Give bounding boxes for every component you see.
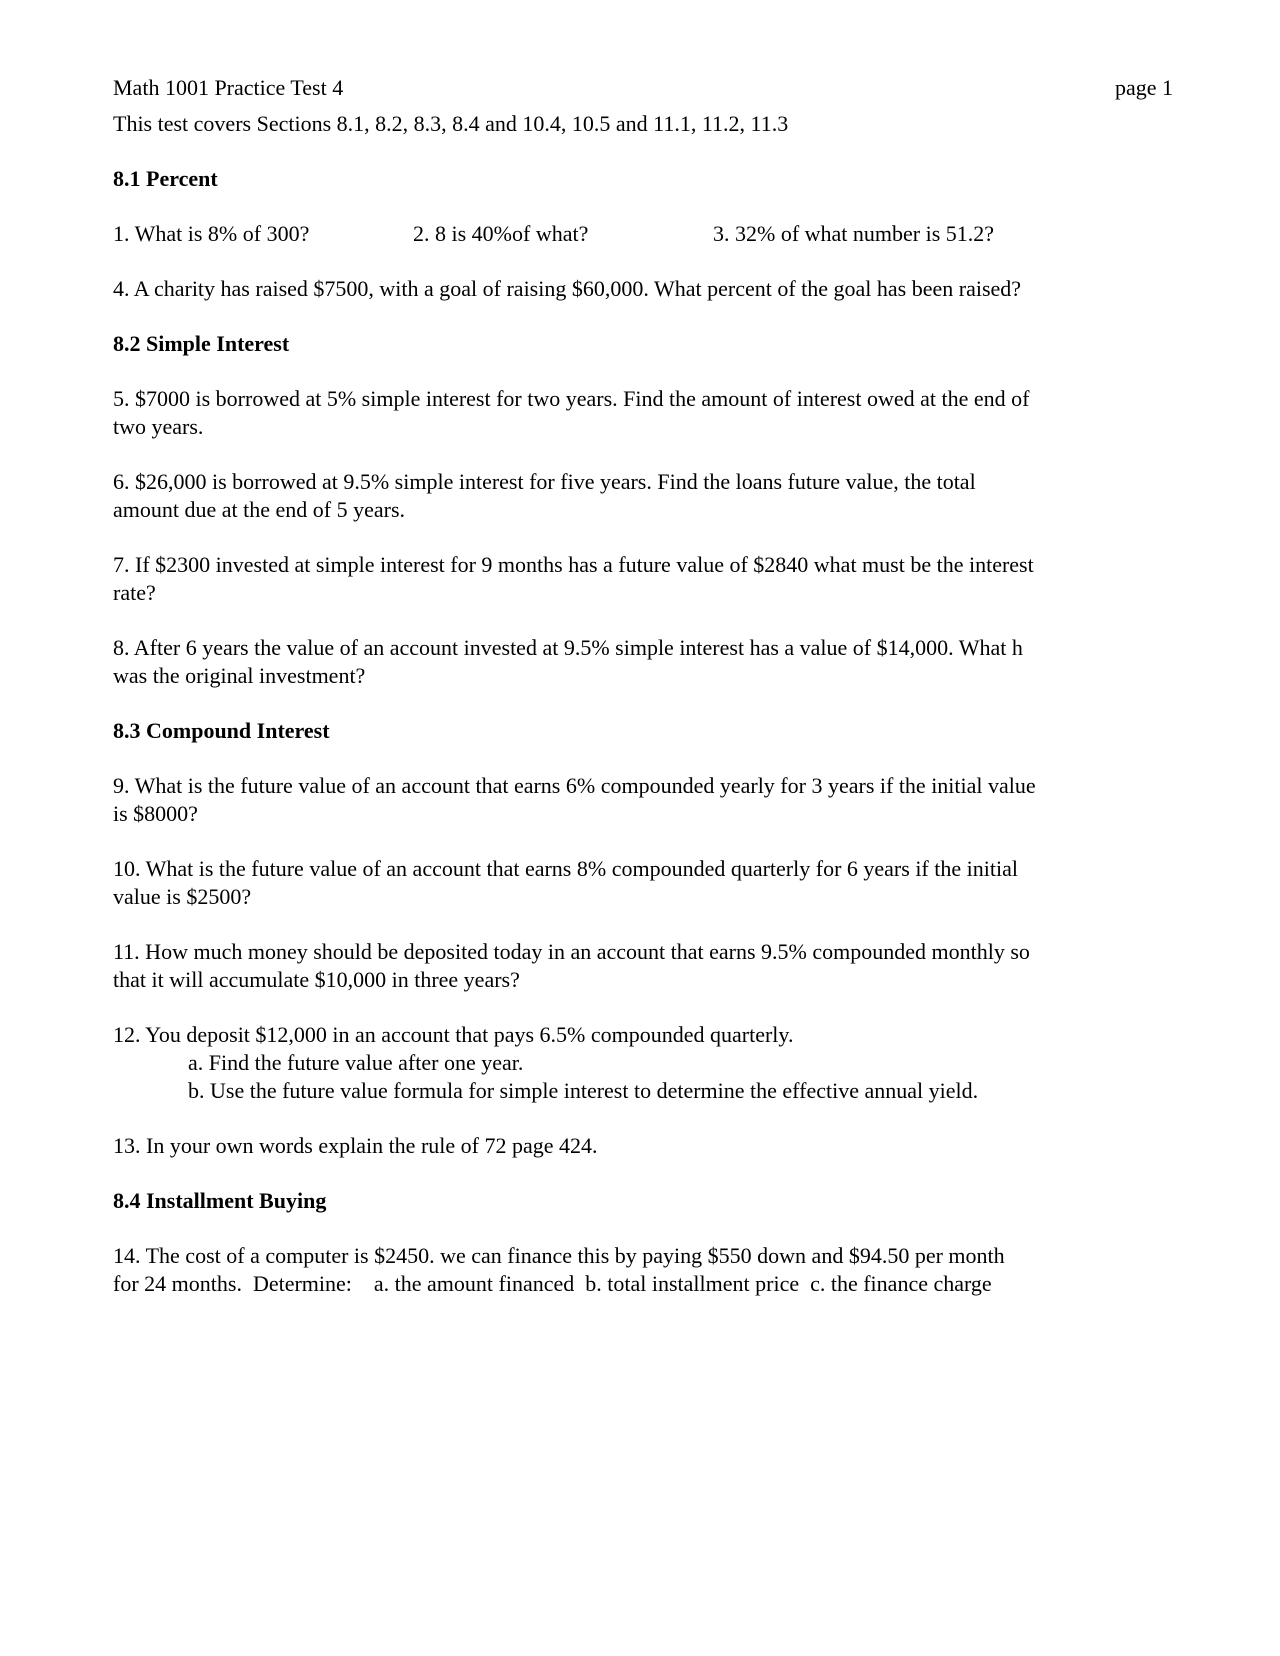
question-13: 13. In your own words explain the rule of 72 page 424. [113,1133,598,1158]
question-4: 4. A charity has raised $7500, with a goal of raising $60,000. What percent of the goal has been raised? [113,276,1022,301]
question-10-line-2: value is $2500? [113,884,252,909]
question-1: 1. What is 8% of 300? [113,221,310,246]
question-row-1-3 [113,220,1173,248]
coverage-note: This test covers Sections 8.1, 8.2, 8.3, 8.4 and 10.4, 10.5 and 11.1, 11.2, 11.3 [113,111,789,136]
question-11-line-2: that it will accumulate $10,000 in three years? [113,967,520,992]
document-header [113,74,1173,102]
question-5-line-2: two years. [113,414,204,439]
question-10-line-1: 10. What is the future value of an account that earns 8% compounded quarterly for 6 years if the initial [113,856,1018,881]
question-8-line-2: was the original investment? [113,663,366,688]
question-6-line-2: amount due at the end of 5 years. [113,497,406,522]
question-3: 3. 32% of what number is 51.2? [713,221,995,246]
document-page [113,74,1173,1298]
question-10 [113,855,1173,911]
section-heading-8-3: 8.3 Compound Interest [113,718,330,743]
question-6 [113,468,1173,524]
question-12-part-a: a. Find the future value after one year. [188,1050,524,1075]
document-title: Math 1001 Practice Test 4 [113,75,344,100]
question-7 [113,551,1173,607]
section-heading-8-2: 8.2 Simple Interest [113,331,290,356]
question-7-line-2: rate? [113,580,156,605]
question-9-line-2: is $8000? [113,801,198,826]
question-5 [113,385,1173,441]
question-11-line-1: 11. How much money should be deposited today in an account that earns 9.5% compounded monthly so [113,939,1030,964]
section-heading-8-4: 8.4 Installment Buying [113,1188,327,1213]
question-2: 2. 8 is 40%of what? [413,221,589,246]
question-12-part-b: b. Use the future value formula for simple interest to determine the effective annual yield. [188,1078,979,1103]
page-number: page 1 [1114,75,1173,100]
question-8 [113,634,1173,690]
question-8-line-1: 8. After 6 years the value of an account invested at 9.5% simple interest has a value of $14,000. What h [113,635,1023,660]
question-14-line-1: 14. The cost of a computer is $2450. we can finance this by paying $550 down and $94.50 per month [113,1243,1005,1268]
question-11 [113,938,1173,994]
question-6-line-1: 6. $26,000 is borrowed at 9.5% simple interest for five years. Find the loans future value, the total [113,469,976,494]
question-9 [113,772,1173,828]
question-12-line-1: 12. You deposit $12,000 in an account that pays 6.5% compounded quarterly. [113,1022,794,1047]
question-5-line-1: 5. $7000 is borrowed at 5% simple interest for two years. Find the amount of interest owed at the end of [113,386,1030,411]
question-9-line-1: 9. What is the future value of an account that earns 6% compounded yearly for 3 years if the initial value [113,773,1036,798]
question-7-line-1: 7. If $2300 invested at simple interest for 9 months has a future value of $2840 what must be the interest [113,552,1034,577]
question-14 [113,1242,1173,1298]
question-12 [113,1021,1173,1105]
question-14-line-2: for 24 months. Determine: a. the amount financed b. total installment price c. the finance charge [113,1271,992,1296]
section-heading-8-1: 8.1 Percent [113,166,218,191]
